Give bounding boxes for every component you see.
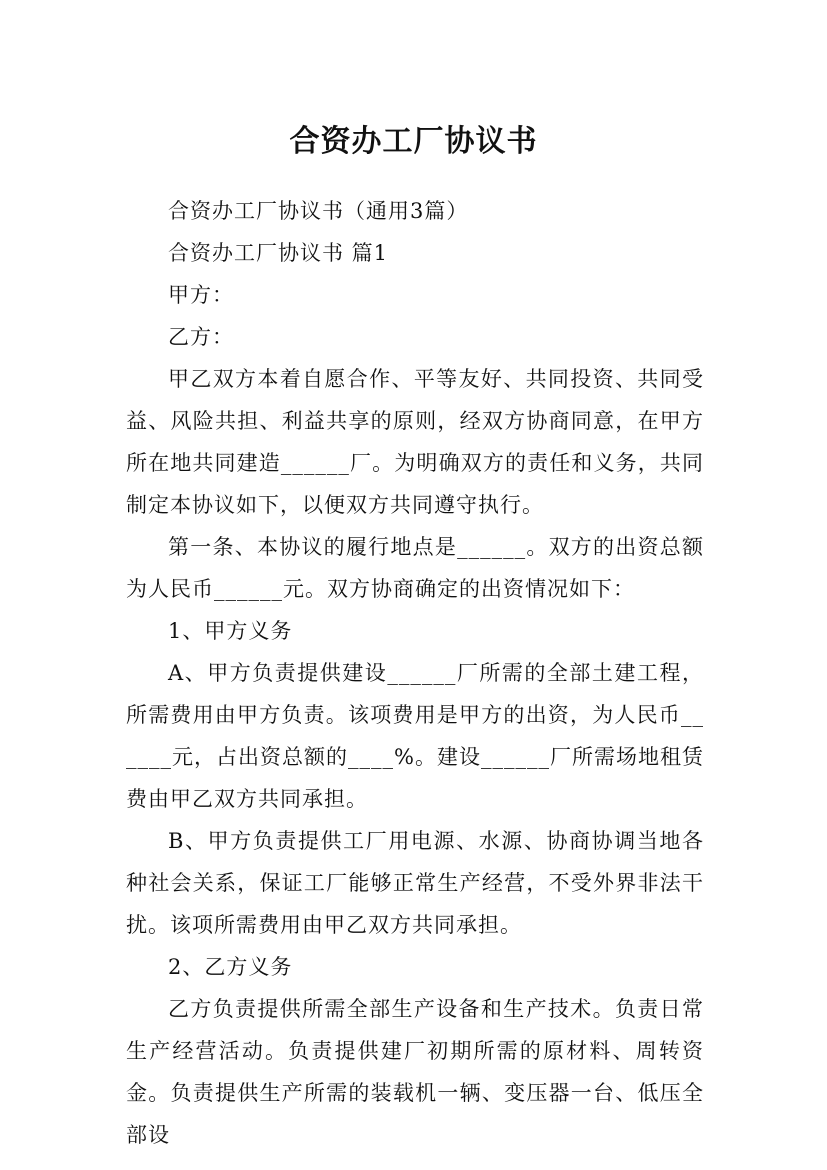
document-title: 合资办工厂协议书 [289,124,538,160]
section-heading: 合资办工厂协议书 篇1 [168,241,389,265]
party-a-duty-a: A、甲方负责提供建设______厂所需的全部土建工程，所需费用由甲方负责。该项费用是甲方的出资，为人民币______元，占出资总额的____%。建设______厂所需场地租赁费由甲乙双方共同承担。 [126,661,704,811]
subtitle-paragraph: 合资办工厂协议书（通用3篇） [168,199,469,223]
preamble-paragraph: 甲乙双方本着自愿合作、平等友好、共同投资、共同受益、风险共担、利益共享的原则，经双方协商同意，在甲方所在地共同建造______厂。为明确双方的责任和义务，共同制定本协议如下，以便双方共同遵守执行。 [126,367,704,517]
party-b-duty-paragraph: 乙方负责提供所需全部生产设备和生产技术。负责日常生产经营活动。负责提供建厂初期所需的原材料、周转资金。负责提供生产所需的装载机一辆、变压器一台、低压全部设 [126,997,704,1147]
party-b-duties-heading: 2、乙方义务 [168,955,293,979]
party-a-duties-heading: 1、甲方义务 [168,619,293,643]
document-body [126,190,704,1156]
party-b-line: 乙方： [168,325,234,349]
party-a-line: 甲方： [168,283,234,307]
party-a-duty-b: B、甲方负责提供工厂用电源、水源、协商协调当地各种社会关系，保证工厂能够正常生产经营，不受外界非法干扰。该项所需费用由甲乙双方共同承担。 [126,829,704,937]
article-one-paragraph: 第一条、本协议的履行地点是______。双方的出资总额为人民币______元。双方协商确定的出资情况如下： [126,535,704,601]
